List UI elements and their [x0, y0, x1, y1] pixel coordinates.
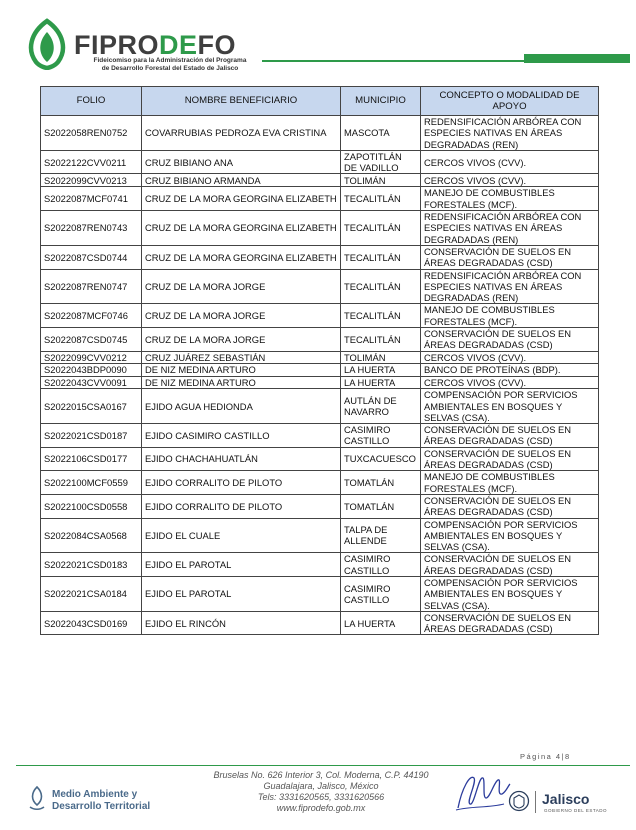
folio-cell: S2022043CVV0091 — [41, 376, 142, 388]
nombre-cell: CRUZ DE LA MORA JORGE — [142, 304, 341, 328]
table-row — [41, 304, 599, 328]
table-header-row — [41, 87, 599, 116]
municipio-cell: LA HUERTA — [341, 611, 421, 635]
municipio-cell: LA HUERTA — [341, 363, 421, 376]
folio-cell: S2022043CSD0169 — [41, 611, 142, 635]
municipio-cell: CASIMIRO CASTILLO — [341, 576, 421, 611]
table-row — [41, 351, 599, 363]
municipio-cell: TECALITLÁN — [341, 187, 421, 211]
folio-cell: S2022043BDP0090 — [41, 363, 142, 376]
jalisco-wordmark: Jalisco — [542, 791, 590, 807]
folio-cell: S2022058REN0752 — [41, 116, 142, 151]
table-row — [41, 447, 599, 471]
nombre-cell: CRUZ BIBIANO ARMANDA — [142, 174, 341, 187]
concepto-cell: CONSERVACIÓN DE SUELOS EN ÁREAS DEGRADADAS (CSD) — [421, 245, 599, 269]
concepto-cell: CERCOS VIVOS (CVV). — [421, 174, 599, 187]
table-row — [41, 576, 599, 611]
municipio-cell: TECALITLÁN — [341, 304, 421, 328]
municipio-cell: LA HUERTA — [341, 376, 421, 388]
table-row — [41, 553, 599, 577]
secretaria-name-line1: Medio Ambiente y — [52, 789, 138, 800]
table-row — [41, 116, 599, 151]
folio-cell: S2022015CSA0167 — [41, 389, 142, 424]
address-street: Bruselas No. 626 Interior 3, Col. Moderna, C.P. 44190 — [213, 770, 429, 780]
concepto-cell: MANEJO DE COMBUSTIBLES FORESTALES (MCF). — [421, 471, 599, 495]
nombre-cell: CRUZ DE LA MORA JORGE — [142, 269, 341, 304]
municipio-cell: TALPA DE ALLENDE — [341, 518, 421, 553]
table-row — [41, 174, 599, 187]
signature-icon — [452, 768, 512, 814]
beneficiaries-table — [40, 86, 599, 635]
concepto-cell: CERCOS VIVOS (CVV). — [421, 376, 599, 388]
page-header — [0, 0, 636, 80]
nombre-cell: CRUZ DE LA MORA GEORGINA ELIZABETH — [142, 187, 341, 211]
municipio-cell: CASIMIRO CASTILLO — [341, 424, 421, 448]
jalisco-separator — [535, 791, 536, 813]
header-accent-bar — [524, 54, 630, 63]
table-row — [41, 389, 599, 424]
nombre-cell: DE NIZ MEDINA ARTURO — [142, 363, 341, 376]
table-row — [41, 376, 599, 388]
column-header-municipio: MUNICIPIO — [341, 87, 421, 116]
folio-cell: S2022100CSD0558 — [41, 494, 142, 518]
folio-cell: S2022099CVV0212 — [41, 351, 142, 363]
folio-cell: S2022021CSD0183 — [41, 553, 142, 577]
table-row — [41, 518, 599, 553]
nombre-cell: EJIDO EL RINCÓN — [142, 611, 341, 635]
nombre-cell: DE NIZ MEDINA ARTURO — [142, 376, 341, 388]
concepto-cell: CONSERVACIÓN DE SUELOS EN ÁREAS DEGRADADAS (CSD) — [421, 553, 599, 577]
concepto-cell: REDENSIFICACIÓN ARBÓREA CON ESPECIES NATIVAS EN ÁREAS DEGRADADAS (REN) — [421, 211, 599, 246]
brand-wordmark: FIPRODEFO — [74, 30, 237, 60]
municipio-cell: TECALITLÁN — [341, 328, 421, 352]
column-header-folio: FOLIO — [41, 87, 142, 116]
concepto-cell: CERCOS VIVOS (CVV). — [421, 150, 599, 174]
brand-tagline: Fideicomiso para la Administración del Programa de Desarrollo Forestal del Estado de Jalisco — [93, 57, 247, 72]
folio-cell: S2022021CSD0187 — [41, 424, 142, 448]
nombre-cell: EJIDO CHACHAHUATLÁN — [142, 447, 341, 471]
concepto-cell: CONSERVACIÓN DE SUELOS EN ÁREAS DEGRADADAS (CSD) — [421, 447, 599, 471]
table-row — [41, 187, 599, 211]
nombre-cell: EJIDO CASIMIRO CASTILLO — [142, 424, 341, 448]
table-row — [41, 424, 599, 448]
nombre-cell: EJIDO CORRALITO DE PILOTO — [142, 471, 341, 495]
concepto-cell: COMPENSACIÓN POR SERVICIOS AMBIENTALES EN BOSQUES Y SELVAS (CSA). — [421, 576, 599, 611]
fiprodefo-leaf-logo-icon — [24, 18, 70, 70]
jalisco-subtitle: GOBIERNO DEL ESTADO — [544, 808, 608, 813]
nombre-cell: CRUZ DE LA MORA GEORGINA ELIZABETH — [142, 211, 341, 246]
folio-cell: S2022087MCF0746 — [41, 304, 142, 328]
footer-divider-line — [16, 765, 630, 766]
nombre-cell: EJIDO CORRALITO DE PILOTO — [142, 494, 341, 518]
table-row — [41, 211, 599, 246]
municipio-cell: AUTLÁN DE NAVARRO — [341, 389, 421, 424]
page-number: Página 4|8 — [520, 752, 571, 761]
folio-cell: S2022087MCF0741 — [41, 187, 142, 211]
concepto-cell: CONSERVACIÓN DE SUELOS EN ÁREAS DEGRADADAS (CSD) — [421, 328, 599, 352]
municipio-cell: TUXCACUESCO — [341, 447, 421, 471]
table-row — [41, 611, 599, 635]
folio-cell: S2022087CSD0744 — [41, 245, 142, 269]
secretaria-name-line2: Desarrollo Territorial — [52, 801, 151, 812]
folio-cell: S2022100MCF0559 — [41, 471, 142, 495]
municipio-cell: TOLIMÁN — [341, 174, 421, 187]
municipio-cell: TOMATLÁN — [341, 494, 421, 518]
nombre-cell: CRUZ DE LA MORA JORGE — [142, 328, 341, 352]
municipio-cell: ZAPOTITLÁN DE VADILLO — [341, 150, 421, 174]
hand-leaf-icon — [28, 785, 46, 811]
folio-cell: S2022122CVV0211 — [41, 150, 142, 174]
folio-cell: S2022106CSD0177 — [41, 447, 142, 471]
nombre-cell: CRUZ JUÁREZ SEBASTIÁN — [142, 351, 341, 363]
municipio-cell: TECALITLÁN — [341, 269, 421, 304]
concepto-cell: CONSERVACIÓN DE SUELOS EN ÁREAS DEGRADADAS (CSD) — [421, 611, 599, 635]
folio-cell: S2022087CSD0745 — [41, 328, 142, 352]
table-row — [41, 245, 599, 269]
municipio-cell: TOMATLÁN — [341, 471, 421, 495]
table-row — [41, 150, 599, 174]
nombre-cell: CRUZ BIBIANO ANA — [142, 150, 341, 174]
table-row — [41, 494, 599, 518]
folio-cell: S2022087REN0743 — [41, 211, 142, 246]
address-phones: Tels: 3331620565, 3331620566 — [257, 792, 385, 802]
folio-cell: S2022099CVV0213 — [41, 174, 142, 187]
concepto-cell: COMPENSACIÓN POR SERVICIOS AMBIENTALES EN BOSQUES Y SELVAS (CSA). — [421, 389, 599, 424]
nombre-cell: EJIDO EL PAROTAL — [142, 576, 341, 611]
concepto-cell: COMPENSACIÓN POR SERVICIOS AMBIENTALES EN BOSQUES Y SELVAS (CSA). — [421, 518, 599, 553]
concepto-cell: REDENSIFICACIÓN ARBÓREA CON ESPECIES NATIVAS EN ÁREAS DEGRADADAS (REN) — [421, 269, 599, 304]
municipio-cell: MASCOTA — [341, 116, 421, 151]
nombre-cell: EJIDO EL PAROTAL — [142, 553, 341, 577]
concepto-cell: MANEJO DE COMBUSTIBLES FORESTALES (MCF). — [421, 187, 599, 211]
folio-cell: S2022084CSA0568 — [41, 518, 142, 553]
address-website[interactable]: www.fiprodefo.gob.mx — [276, 803, 366, 813]
footer-address — [196, 770, 446, 814]
concepto-cell: REDENSIFICACIÓN ARBÓREA CON ESPECIES NATIVAS EN ÁREAS DEGRADADAS (REN) — [421, 116, 599, 151]
concepto-cell: CERCOS VIVOS (CVV). — [421, 351, 599, 363]
column-header-nombre: NOMBRE BENEFICIARIO — [142, 87, 341, 116]
municipio-cell: TOLIMÁN — [341, 351, 421, 363]
header-divider-line — [262, 60, 524, 62]
table-row — [41, 328, 599, 352]
address-city: Guadalajara, Jalisco, México — [263, 781, 379, 791]
municipio-cell: TECALITLÁN — [341, 211, 421, 246]
concepto-cell: CONSERVACIÓN DE SUELOS EN ÁREAS DEGRADADAS (CSD) — [421, 494, 599, 518]
concepto-cell: MANEJO DE COMBUSTIBLES FORESTALES (MCF). — [421, 304, 599, 328]
table-row — [41, 269, 599, 304]
municipio-cell: CASIMIRO CASTILLO — [341, 553, 421, 577]
table-row — [41, 471, 599, 495]
nombre-cell: EJIDO EL CUALE — [142, 518, 341, 553]
municipio-cell: TECALITLÁN — [341, 245, 421, 269]
state-seal-icon — [508, 790, 530, 812]
concepto-cell: BANCO DE PROTEÍNAS (BDP). — [421, 363, 599, 376]
folio-cell: S2022087REN0747 — [41, 269, 142, 304]
nombre-cell: CRUZ DE LA MORA GEORGINA ELIZABETH — [142, 245, 341, 269]
concepto-cell: CONSERVACIÓN DE SUELOS EN ÁREAS DEGRADADAS (CSD) — [421, 424, 599, 448]
folio-cell: S2022021CSA0184 — [41, 576, 142, 611]
column-header-concepto: CONCEPTO O MODALIDAD DE APOYO — [421, 87, 599, 116]
nombre-cell: EJIDO AGUA HEDIONDA — [142, 389, 341, 424]
nombre-cell: COVARRUBIAS PEDROZA EVA CRISTINA — [142, 116, 341, 151]
table-row — [41, 363, 599, 376]
